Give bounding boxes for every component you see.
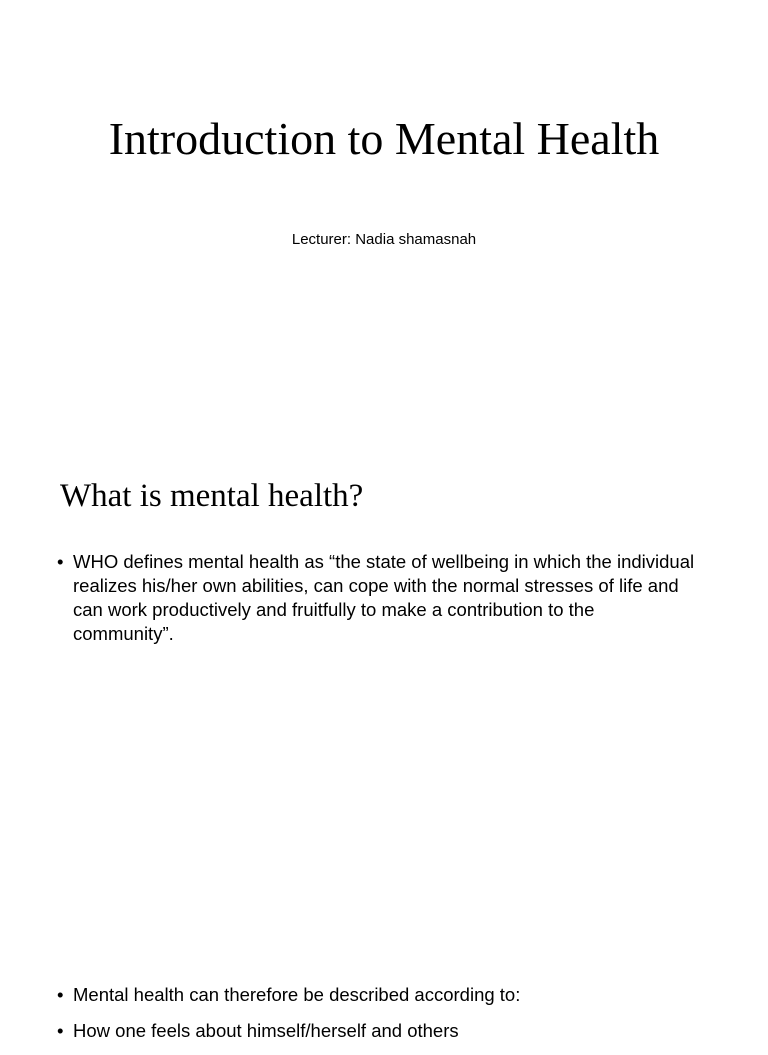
- slide-description: [0, 864, 768, 1041]
- bullet-dot-icon: •: [57, 1020, 64, 1041]
- slide-heading: What is mental health?: [60, 478, 364, 514]
- bullet-dot-icon: •: [57, 984, 64, 1005]
- bullet-text: WHO defines mental health as “the state of wellbeing in which the individual realizes his/her own abilities, can cope with the normal stresses of life and can work productively and fruitfully to make a contribution to the community”.: [73, 551, 695, 644]
- bullet-dot-icon: •: [57, 551, 64, 572]
- slide-title: [0, 0, 768, 432]
- slide-title-heading: Introduction to Mental Health: [108, 113, 660, 164]
- bullet-list: [55, 550, 695, 658]
- bullet-item: [55, 1019, 715, 1043]
- bullet-list: [55, 983, 715, 1055]
- bullet-text: How one feels about himself/herself and others: [73, 1020, 459, 1041]
- bullet-text: Mental health can therefore be described according to:: [73, 984, 521, 1005]
- bullet-item: [55, 550, 695, 646]
- slide-what-is-mental-health: [0, 432, 768, 864]
- bullet-item: [55, 983, 715, 1007]
- lecturer-subtitle: Lecturer: Nadia shamasnah: [291, 231, 477, 248]
